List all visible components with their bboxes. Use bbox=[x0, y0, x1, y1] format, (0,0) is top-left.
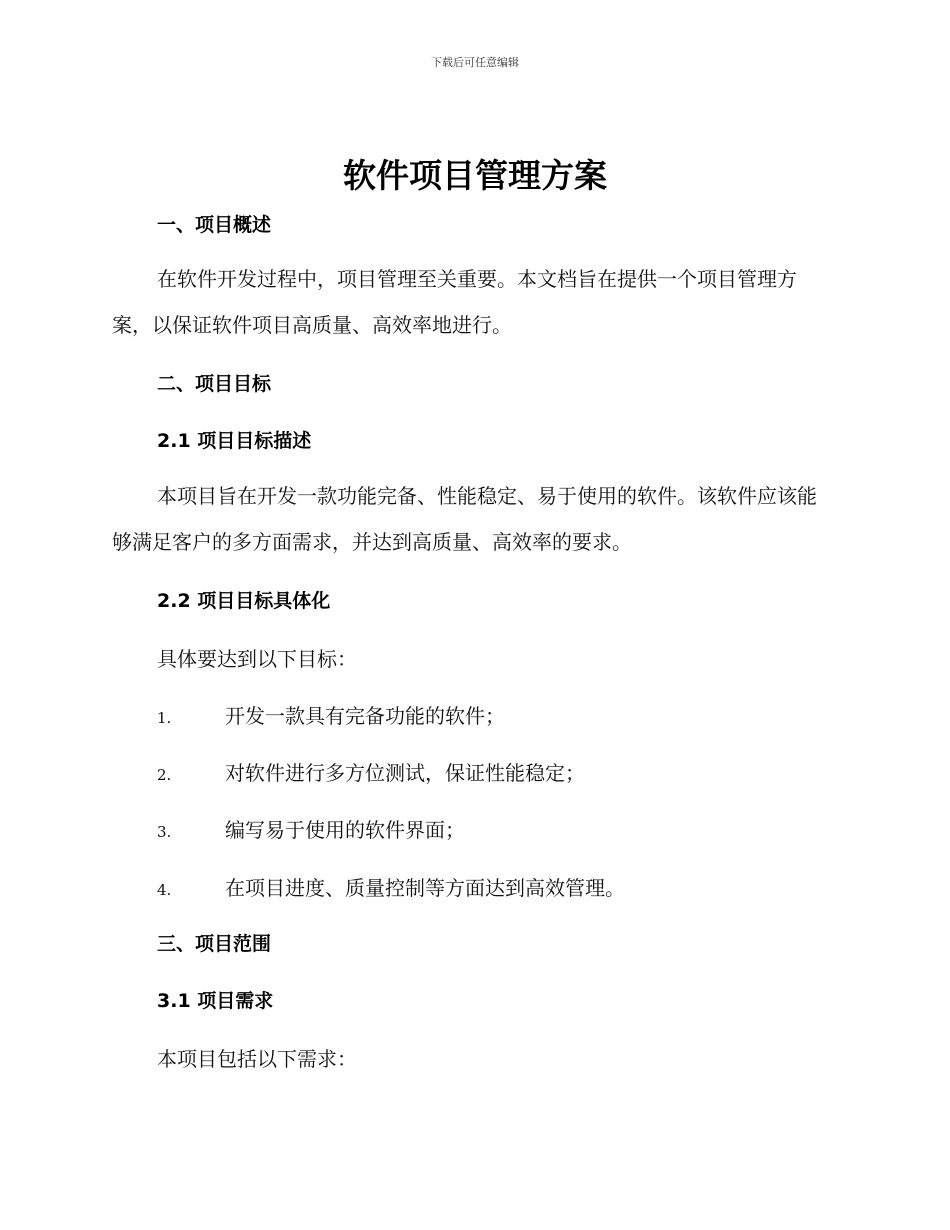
list-item-number: 3. bbox=[157, 823, 172, 841]
list-item bbox=[157, 814, 465, 843]
section-heading-overview: 一、项目概述 bbox=[157, 214, 272, 236]
document-title: 软件项目管理方案 bbox=[343, 156, 607, 195]
subsection-heading-requirements: 3.1 项目需求 bbox=[157, 990, 274, 1012]
list-item bbox=[157, 700, 505, 729]
list-item-text: 对软件进行多方位测试，保证性能稳定； bbox=[225, 761, 585, 785]
subsection-heading-goal-description: 2.1 项目目标描述 bbox=[157, 430, 312, 452]
header-note: 下载后可任意编辑 bbox=[431, 56, 519, 69]
goal-specifics-intro: 具体要达到以下目标： bbox=[157, 647, 357, 671]
section-heading-goals: 二、项目目标 bbox=[157, 373, 272, 395]
list-item-number: 4. bbox=[157, 881, 172, 899]
list-item bbox=[157, 757, 585, 786]
subsection-heading-goal-specifics: 2.2 项目目标具体化 bbox=[157, 590, 331, 612]
section-heading-scope: 三、项目范围 bbox=[157, 933, 272, 955]
list-item-text: 在项目进度、质量控制等方面达到高效管理。 bbox=[225, 876, 625, 900]
list-item-text: 开发一款具有完备功能的软件； bbox=[225, 704, 505, 728]
list-item-text: 编写易于使用的软件界面； bbox=[225, 818, 465, 842]
list-item-number: 2. bbox=[157, 766, 172, 784]
list-item bbox=[157, 872, 625, 901]
goal-description-paragraph: 本项目旨在开发一款功能完备、性能稳定、易于使用的软件。该软件应该能够满足客户的多方面需求，并达到高质量、高效率的要求。 bbox=[112, 484, 817, 554]
list-item-number: 1. bbox=[157, 709, 172, 727]
requirements-intro: 本项目包括以下需求： bbox=[157, 1047, 357, 1071]
overview-paragraph: 在软件开发过程中，项目管理至关重要。本文档旨在提供一个项目管理方案，以保证软件项目高质量、高效率地进行。 bbox=[112, 267, 797, 337]
